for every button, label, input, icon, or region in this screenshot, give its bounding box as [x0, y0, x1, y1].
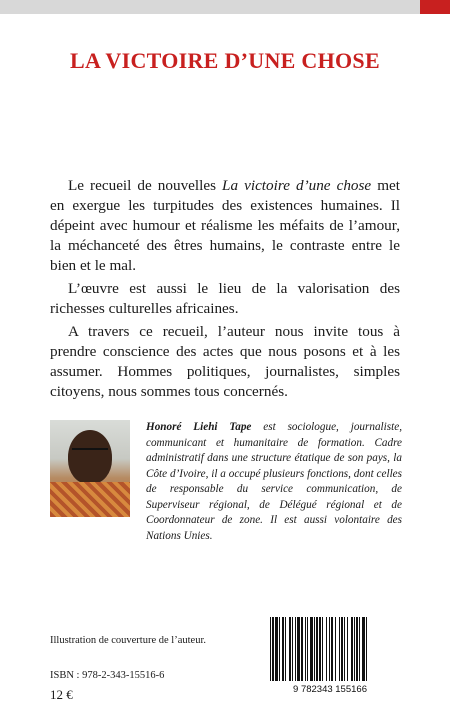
top-band: [0, 0, 450, 14]
barcode-bar: [351, 617, 353, 681]
barcode-bar: [329, 617, 330, 681]
barcode-bar: [297, 617, 300, 681]
barcode-bar: [292, 617, 293, 681]
author-bio: [146, 420, 402, 544]
blurb-paragraph-3: A travers ce recueil, l’auteur nous invite tous à prendre conscience des actes que nous posons et à les assumer. Hommes politiques, journalistes, simples citoyens, nous sommes tous concernés.: [50, 323, 400, 400]
red-accent-band: [420, 0, 450, 14]
barcode-bar: [305, 617, 306, 681]
book-title-italic: La victoire d’une chose: [222, 177, 372, 194]
author-photo: [50, 420, 130, 517]
barcode-bar: [319, 617, 321, 681]
isbn: ISBN : 978-2-343-15516-6: [50, 670, 165, 681]
barcode-bar: [331, 617, 333, 681]
barcode-bar: [359, 617, 360, 681]
barcode-bar: [310, 617, 313, 681]
barcode-bar: [335, 617, 336, 681]
barcode-bar: [289, 617, 291, 681]
blurb-paragraph-1: Le recueil de nouvelles La victoire d’une chose met en exergue les turpitudes des existences humaines. Il dépeint avec humour et réalisme les méfaits de l’amour, la méchanceté des êtres humains, le contraste entre le bien et le mal.: [50, 177, 400, 274]
barcode-bar: [282, 617, 284, 681]
barcode-bar: [307, 617, 308, 681]
barcode-bar: [270, 617, 271, 681]
barcode-bar: [347, 617, 348, 681]
barcode-bar: [339, 617, 340, 681]
barcode-bars: [270, 617, 367, 681]
barcode-bar: [285, 617, 286, 681]
barcode-bar: [344, 617, 345, 681]
barcode-bar: [341, 617, 343, 681]
barcode-bar: [362, 617, 365, 681]
barcode-bar: [366, 617, 367, 681]
barcode-bar: [316, 617, 318, 681]
cover-credit: Illustration de couverture de l’auteur.: [50, 635, 206, 646]
barcode-bar: [295, 617, 296, 681]
barcode-bar: [279, 617, 280, 681]
barcode-digits: 9 782343 155166: [293, 684, 367, 695]
barcode-bar: [314, 617, 315, 681]
barcode-bar: [356, 617, 358, 681]
book-title: LA VICTOIRE D’UNE CHOSE: [70, 48, 380, 73]
author-bio-text: est sociologue, journaliste, communicant et humanitaire de formation. Cadre administratif dans une structure étatique de son pays, la Côte d’Ivoire, il a occupé plusieurs fonctions, dont celles de responsable du service communication, de Superviseur régional, de Délégué régional et de Coordonnateur de zone. Il est aussi volontaire des Nations Unies.: [146, 421, 402, 542]
isbn-barcode: [262, 615, 398, 695]
back-cover-blurb: [50, 176, 400, 405]
author-name: Honoré Liehi Tape: [146, 421, 252, 433]
barcode-bar: [275, 617, 278, 681]
price: 12 €: [50, 687, 73, 702]
barcode-bar: [354, 617, 355, 681]
barcode-bar: [272, 617, 274, 681]
barcode-bar: [322, 617, 323, 681]
blurb-paragraph-2: L’œuvre est aussi le lieu de la valorisation des richesses culturelles africaines.: [50, 280, 400, 317]
barcode-bar: [326, 617, 327, 681]
barcode-bar: [301, 617, 303, 681]
